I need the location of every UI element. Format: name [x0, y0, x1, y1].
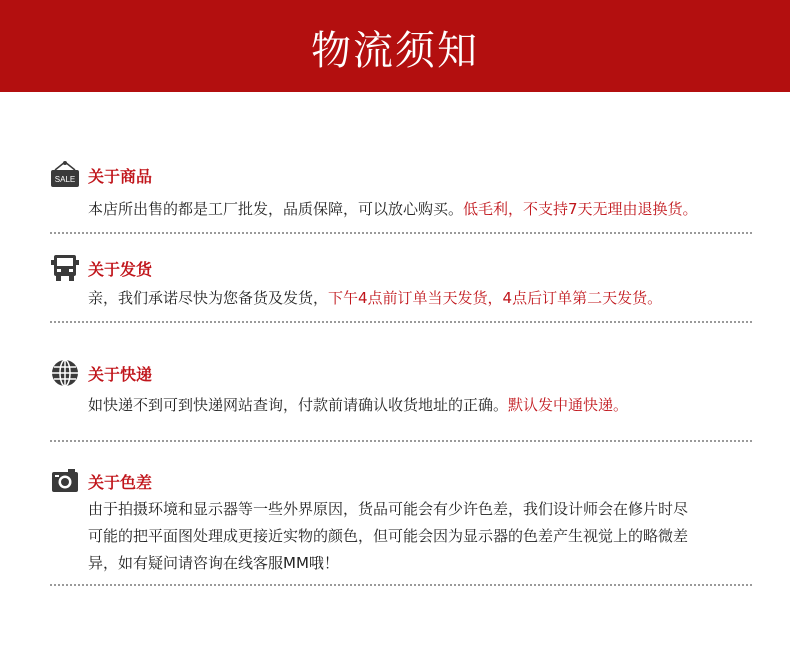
section-header	[50, 358, 152, 388]
dotted-divider	[50, 321, 752, 323]
section-text	[88, 392, 628, 418]
camera-icon	[50, 466, 80, 496]
section-title: 关于色差	[88, 472, 153, 492]
section-header	[50, 160, 152, 190]
text-normal: 本店所出售的都是工厂批发，品质保障，可以放心购买。	[88, 200, 464, 218]
section-title: 关于发货	[88, 259, 153, 279]
dotted-divider	[50, 440, 752, 442]
sale-sign-icon	[50, 160, 80, 190]
truck-icon	[50, 253, 80, 283]
section-text	[88, 196, 698, 222]
dotted-divider	[50, 584, 752, 586]
header-banner	[0, 0, 790, 92]
text-highlight: 低毛利，不支持7天无理由退换货。	[463, 200, 698, 218]
section-text	[88, 285, 662, 311]
svg-text:SALE: SALE	[54, 175, 76, 184]
banner-title: 物流须知	[311, 27, 479, 74]
section-text-line: 可能的把平面图处理成更接近实物的颜色，但可能会因为显示器的色差产生视觉上的略微差	[88, 527, 689, 545]
section-header	[50, 253, 152, 283]
text-highlight: 下午4点前订单当天发货，4点后订单第二天发货。	[328, 289, 663, 307]
text-normal: 如快递不到可到快递网站查询，付款前请确认收货地址的正确。	[88, 396, 509, 414]
section-title: 关于商品	[88, 166, 153, 186]
text-normal: 亲，我们承诺尽快为您备货及发货，	[88, 289, 329, 307]
dotted-divider	[50, 232, 752, 234]
section-header	[50, 466, 152, 496]
globe-icon	[50, 358, 80, 388]
section-title: 关于快递	[88, 364, 153, 384]
section-text-line: 异，如有疑问请咨询在线客服MM哦！	[88, 554, 339, 572]
text-highlight: 默认发中通快递。	[508, 396, 629, 414]
section-text-line: 由于拍摄环境和显示器等一些外界原因，货品可能会有少许色差，我们设计师会在修片时尽	[88, 500, 689, 518]
